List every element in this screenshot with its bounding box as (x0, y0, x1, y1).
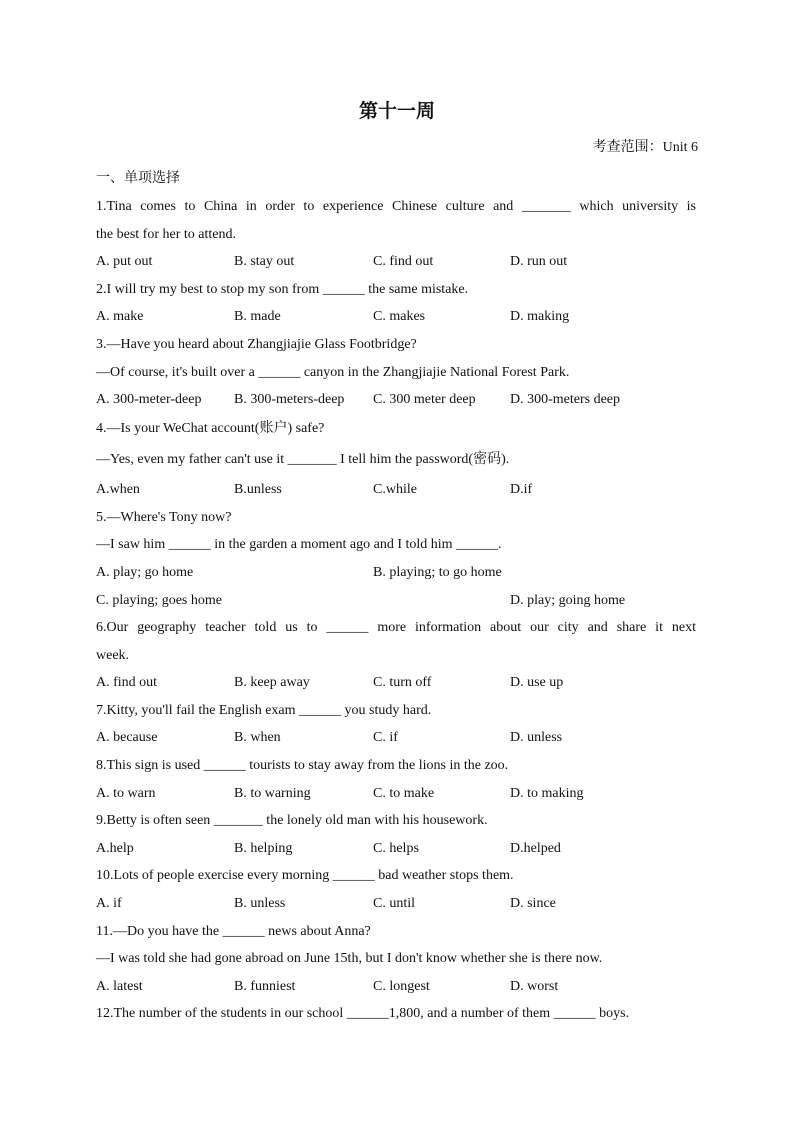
option-d[interactable]: D. worst (510, 979, 559, 994)
question-9-options (96, 840, 696, 858)
option-d[interactable]: D. to making (510, 786, 584, 801)
question-1-options (96, 253, 696, 271)
option-c[interactable]: C. turn off (373, 675, 432, 690)
option-d[interactable]: D.if (510, 482, 533, 497)
option-d[interactable]: D. 300-meters deep (510, 392, 621, 407)
option-a[interactable]: A. to warn (96, 786, 156, 801)
question-8-stem-line-1: 8.This sign is used ______ tourists to stay away from the lions in the zoo. (96, 758, 509, 773)
question-11-options (96, 978, 696, 996)
option-b[interactable]: B. playing; to go home (373, 565, 502, 580)
question-6-stem-line-1: 6.Our geography teacher told us to ______ more information about our city and share it next (96, 620, 696, 635)
question-5-options-row-1 (96, 564, 696, 582)
question-2-stem-line-1: 2.I will try my best to stop my son from ______ the same mistake. (96, 282, 469, 297)
option-c[interactable]: C. playing; goes home (96, 593, 222, 608)
option-d[interactable]: D. use up (510, 675, 564, 690)
option-d[interactable]: D. since (510, 896, 556, 911)
option-b[interactable]: B. stay out (234, 254, 295, 269)
section-heading: 一、单项选择 (96, 171, 180, 186)
question-5-stem-line-1: 5.—Where's Tony now? (96, 510, 232, 525)
page-title: 第十一周 (358, 100, 435, 122)
option-b[interactable]: B. made (234, 309, 281, 324)
option-b[interactable]: B. to warning (234, 786, 311, 801)
option-b[interactable]: B.unless (234, 482, 282, 497)
question-4-stem-line-2: —Yes, even my father can't use it _______ I tell him the password(密码). (96, 452, 510, 467)
option-b[interactable]: B. 300-meters-deep (234, 392, 345, 407)
option-a[interactable]: A. make (96, 309, 144, 324)
option-c[interactable]: C. until (373, 896, 416, 911)
question-7-stem-line-1: 7.Kitty, you'll fail the English exam ______ you study hard. (96, 703, 432, 718)
question-3-stem-line-1: 3.—Have you heard about Zhangjiajie Glass Footbridge? (96, 337, 417, 352)
question-3-stem-line-2: —Of course, it's built over a ______ canyon in the Zhangjiajie National Forest Park. (96, 365, 570, 380)
question-1-stem-line-1: 1.Tina comes to China in order to experience Chinese culture and _______ which university is (96, 199, 696, 214)
question-8-options (96, 785, 696, 803)
option-d[interactable]: D. unless (510, 730, 563, 745)
option-a[interactable]: A. play; go home (96, 565, 194, 580)
option-c[interactable]: C. makes (373, 309, 426, 324)
question-4-stem-line-1: 4.—Is your WeChat account(账户) safe? (96, 421, 325, 436)
question-12-stem-line-1: 12.The number of the students in our school ______1,800, and a number of them ______ boys. (96, 1006, 630, 1021)
option-d[interactable]: D.helped (510, 841, 561, 856)
option-a[interactable]: A.when (96, 482, 140, 497)
option-d[interactable]: D. making (510, 309, 570, 324)
option-b[interactable]: B. keep away (234, 675, 310, 690)
question-6-stem-line-2: week. (96, 648, 130, 663)
question-7-options (96, 729, 696, 747)
question-10-stem-line-1: 10.Lots of people exercise every morning ______ bad weather stops them. (96, 868, 514, 883)
question-9-stem-line-1: 9.Betty is often seen _______ the lonely old man with his housework. (96, 813, 488, 828)
option-c[interactable]: C. find out (373, 254, 434, 269)
option-b[interactable]: B. when (234, 730, 281, 745)
question-3-options (96, 391, 696, 409)
option-b[interactable]: B. funniest (234, 979, 296, 994)
question-1-stem-line-2: the best for her to attend. (96, 227, 236, 242)
question-5-options-row-2 (96, 592, 696, 610)
question-11-stem-line-2: —I was told she had gone abroad on June 15th, but I don't know whether she is there now. (96, 951, 603, 966)
option-a[interactable]: A. latest (96, 979, 143, 994)
option-a[interactable]: A.help (96, 841, 134, 856)
option-b[interactable]: B. unless (234, 896, 286, 911)
option-c[interactable]: C. 300 meter deep (373, 392, 476, 407)
option-d[interactable]: D. run out (510, 254, 568, 269)
option-a[interactable]: A. find out (96, 675, 158, 690)
option-c[interactable]: C. helps (373, 841, 419, 856)
question-6-options (96, 674, 696, 692)
option-a[interactable]: A. because (96, 730, 158, 745)
question-10-options (96, 895, 696, 913)
option-a[interactable]: A. put out (96, 254, 153, 269)
option-b[interactable]: B. helping (234, 841, 293, 856)
option-d[interactable]: D. play; going home (510, 593, 626, 608)
option-a[interactable]: A. if (96, 896, 122, 911)
option-c[interactable]: C. longest (373, 979, 430, 994)
question-4-options (96, 481, 696, 499)
question-11-stem-line-1: 11.—Do you have the ______ news about Anna? (96, 924, 371, 939)
option-c[interactable]: C. to make (373, 786, 435, 801)
exam-scope: 考查范围：Unit 6 (592, 140, 698, 155)
question-5-stem-line-2: —I saw him ______ in the garden a moment ago and I told him ______. (96, 537, 502, 552)
option-a[interactable]: A. 300-meter-deep (96, 392, 202, 407)
option-c[interactable]: C.while (373, 482, 417, 497)
option-c[interactable]: C. if (373, 730, 398, 745)
question-2-options (96, 308, 696, 326)
